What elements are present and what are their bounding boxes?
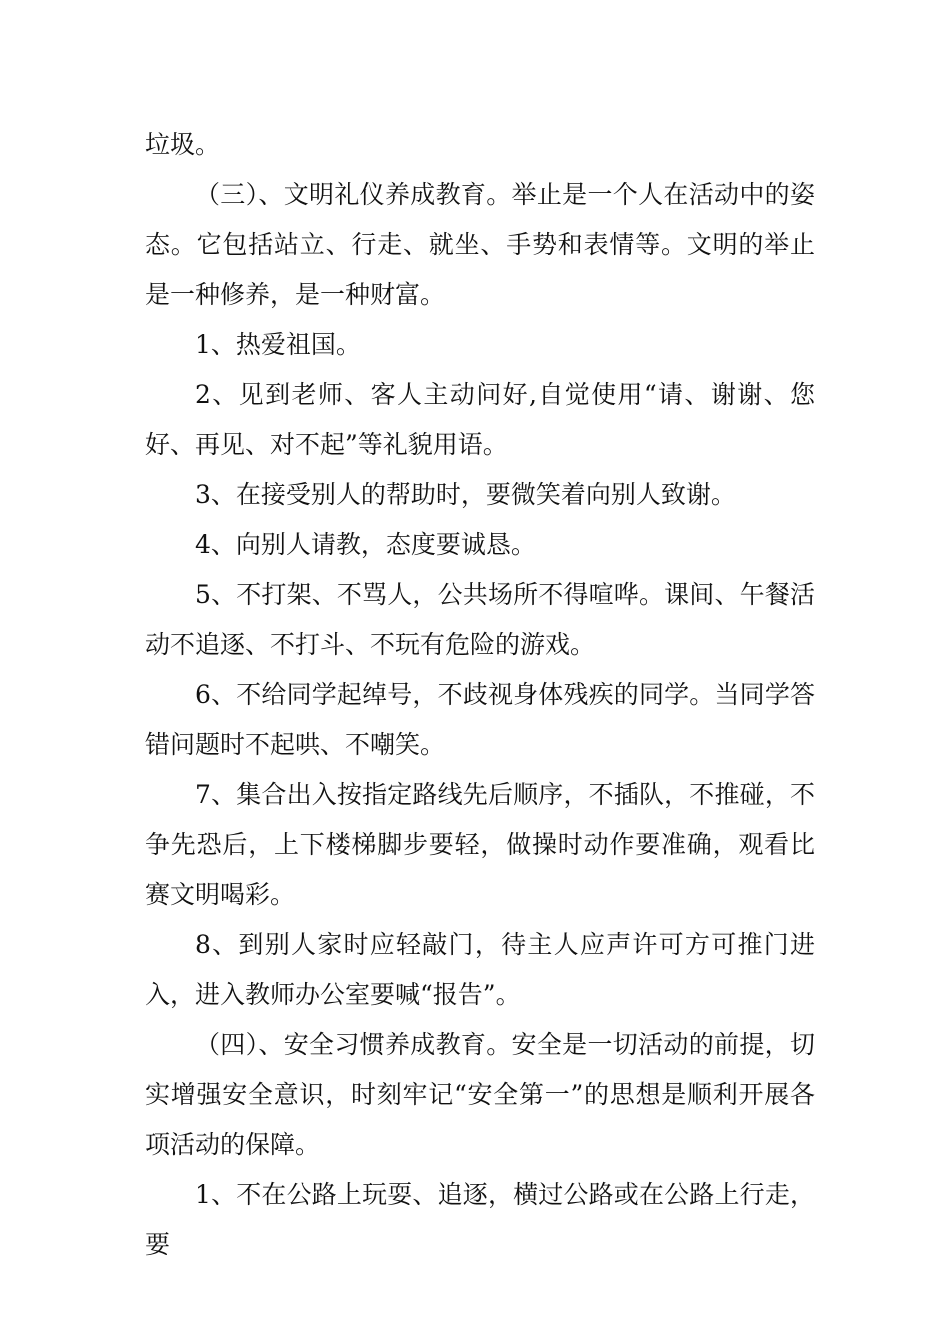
paragraph-section-three-heading: （三）、文明礼仪养成教育。举止是一个人在活动中的姿态。它包括站立、行走、就坐、手势和表情等。文明的举止是一种修养，是一种财富。 bbox=[145, 180, 815, 309]
document-page bbox=[145, 120, 815, 1270]
paragraph-item-6: 6、不给同学起绰号，不歧视身体残疾的同学。当同学答错问题时不起哄、不嘲笑。 bbox=[145, 680, 815, 759]
paragraph-item-4: 4、向别人请教，态度要诚恳。 bbox=[195, 530, 536, 559]
paragraph-item-7: 7、集合出入按指定路线先后顺序，不插队，不推碰，不争先恐后，上下楼梯脚步要轻，做操时动作要准确，观看比赛文明喝彩。 bbox=[145, 780, 815, 909]
paragraph-item-2: 2、见到老师、客人主动问好,自觉使用“请、谢谢、您好、再见、对不起”等礼貌用语。 bbox=[145, 380, 815, 459]
paragraph-continuation: 垃圾。 bbox=[145, 130, 221, 159]
paragraph-item-1: 1、热爱祖国。 bbox=[195, 330, 361, 359]
paragraph-item-3: 3、在接受别人的帮助时，要微笑着向别人致谢。 bbox=[195, 480, 736, 509]
paragraph-item-5: 5、不打架、不骂人，公共场所不得喧哗。课间、午餐活动不追逐、不打斗、不玩有危险的游戏。 bbox=[145, 580, 815, 659]
paragraph-safety-item-1: 1、不在公路上玩耍、追逐，横过公路或在公路上行走，要 bbox=[145, 1180, 815, 1259]
paragraph-item-8: 8、到别人家时应轻敲门，待主人应声许可方可推门进入，进入教师办公室要喊“报告”。 bbox=[145, 930, 815, 1009]
paragraph-section-four-heading: （四）、安全习惯养成教育。安全是一切活动的前提，切实增强安全意识，时刻牢记“安全第一”的思想是顺利开展各项活动的保障。 bbox=[145, 1030, 815, 1159]
